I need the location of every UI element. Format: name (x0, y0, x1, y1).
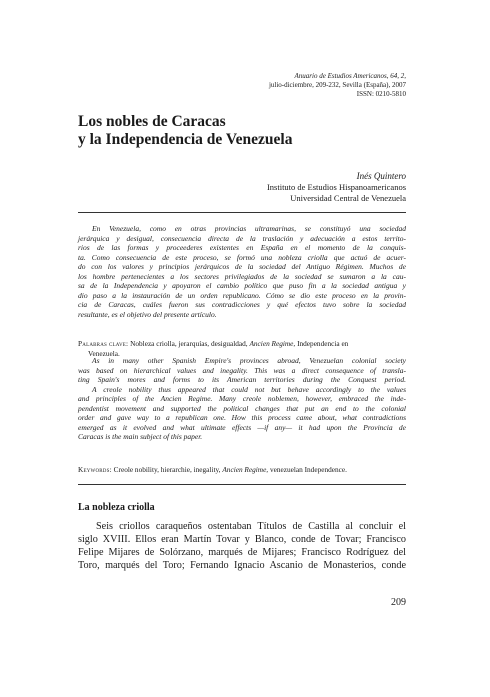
author-block (267, 171, 406, 204)
body-line: Seis criollos caraqueños ostentaban Títulos de Castilla al concluir el (96, 521, 406, 532)
abstract-line: A creole nobility thus appeared that could not but behave accordingly to the values (92, 384, 406, 394)
journal-line: ISSN: 0210-5810 (356, 90, 406, 98)
keywords-text: venezuelan Independence. (269, 465, 347, 474)
keywords-label: Palabras clave: (78, 339, 129, 348)
abstract-line: As in many other Spanish Empire's provinces abroad, Venezuelan colonial society (92, 356, 406, 365)
abstract-line: Caracas is the main subject of this paper. (78, 432, 203, 442)
abstract-spanish (78, 224, 406, 319)
author-name: Inés Quintero (356, 171, 406, 181)
keywords-english (78, 465, 406, 475)
abstract-line: order and gave way to a republican one. How this process came about, what contradictions (78, 413, 406, 423)
abstract-line: sa de la Independencia y apoyaron el cambio político que puso fin a la sociedad antigua y (78, 281, 406, 291)
page-number: 209 (391, 597, 406, 608)
abstract-line: pendentist movement and supported the political changes that put an end to the colonial (78, 403, 406, 413)
keywords-line (78, 339, 406, 349)
keywords-text: Independencia en (297, 339, 349, 348)
title-line: Los nobles de Caracas (78, 113, 226, 130)
bottom-rule (78, 484, 406, 485)
abstract-line: los hombre pertenecientes a los sectores privilegiados de la sociedad se sumaron a la cau- (78, 271, 406, 281)
body-line: siglo XVIII. Ellos eran Martín Tovar y Blanco, conde de Tovar; Francisco (78, 534, 406, 545)
journal-citation (269, 72, 406, 99)
keywords-text: Ancien Regime, (249, 339, 296, 348)
abstract-line: jerárquica y desigual, consecuencia directa de la traslación y adecuación a estos territo- (78, 233, 406, 243)
abstract-line: En Venezuela, como en otras provincias ultramarinas, se constituyó una sociedad (92, 224, 406, 233)
section-heading: La nobleza criolla (78, 502, 155, 513)
abstract-line: ta. Como consecuencia de este proceso, se formó una nobleza criolla que actuó de acuer- (78, 252, 406, 262)
body-paragraph (78, 520, 406, 572)
abstract-line: was based on hierarchical values and inegality. This was a direct consequence of transla- (78, 365, 406, 375)
affiliation-line: Instituto de Estudios Hispanoamericanos (266, 182, 406, 192)
abstract-line: resultante, es el objetivo del presente artículo. (78, 309, 217, 319)
keywords-label: Keywords: (78, 465, 112, 474)
keywords-text: Ancien Regime, (222, 465, 269, 474)
top-rule (78, 212, 406, 213)
body-line: Toro, marqués del Toro; Fernando Ignacio Ascanio de Monasterios, conde (78, 560, 406, 571)
abstract-line: rios de las formas y proceederes existentes en España en el momento de la conquis- (78, 243, 406, 253)
title-line: y la Independencia de Venezuela (78, 131, 293, 148)
keywords-line (78, 465, 406, 475)
abstract-english (78, 356, 406, 442)
body-line: Felipe Mijares de Solórzano, marqués de Mijares; Francisco Rodríguez del (78, 547, 406, 558)
abstract-line: ting Spain's mores and forms to its American territories during the Conquest period. (78, 375, 406, 385)
journal-line: Anuario de Estudios Americanos, 64, 2, (294, 72, 406, 80)
abstract-line: do con los valores y principios jerárquicos de la sociedad del Antiguo Régimen. Muchos de (78, 262, 406, 272)
journal-line: julio-diciembre, 209-232, Sevilla (España), 2007 (268, 81, 406, 89)
keywords-line: Venezuela. (88, 348, 120, 358)
affiliation-line: Universidad Central de Venezuela (290, 193, 406, 203)
keywords-text: Nobleza criolla, jerarquías, desigualdad, (130, 339, 248, 348)
abstract-line: cia de Caracas, cuáles fueron sus contradicciones y qué efectos tuvo sobre la sociedad (78, 300, 406, 310)
article-title (78, 113, 418, 149)
abstract-line: dio paso a la instauración de un orden republicano. Cómo se dio este proceso en la provin- (78, 290, 406, 300)
abstract-line: and principles of the Ancien Regime. Many creole noblemen, however, embraced the inde- (78, 394, 406, 404)
keywords-text: Creole nobility, hierarchie, inegality, (113, 465, 221, 474)
abstract-line: emerged as it evolved and what ultimate effects —if any— it had upon the Provincia de (78, 422, 406, 432)
